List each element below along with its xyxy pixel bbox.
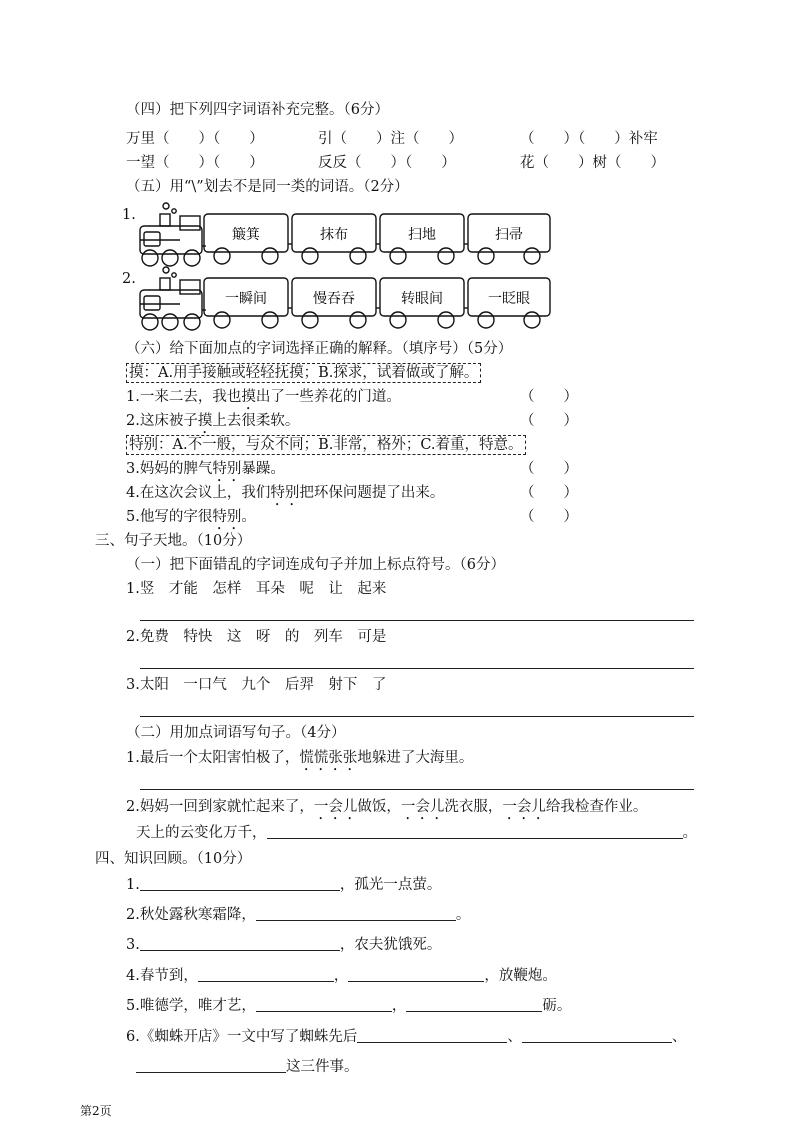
train-1 <box>134 202 554 270</box>
part3-sub1: （一）把下面错乱的字词连成句子并加上标点符号。（6分） <box>126 557 505 573</box>
definition-box-2: 特别：A.不一般，与众不同；B.非常，格外；C.着重，特意。 <box>126 435 526 455</box>
train-2-car-3: 转眼间 <box>401 291 443 307</box>
blank-4a[interactable] <box>198 967 334 982</box>
answer-paren-3[interactable]: （ ） <box>520 461 578 477</box>
blank-6a[interactable] <box>357 1028 507 1043</box>
blank-6c[interactable] <box>136 1058 286 1073</box>
idiom-4: 一望（ ）（ ） <box>126 155 264 171</box>
train-1-number: 1. <box>122 207 136 223</box>
idiom-2: 引（ ）注（ ） <box>318 131 463 147</box>
train-1-car-3: 扫地 <box>408 227 436 243</box>
answer-paren-2[interactable]: （ ） <box>520 413 578 429</box>
recall-2: 2.秋处露秋寒霜降， 。 <box>126 907 471 923</box>
blank-4b[interactable] <box>348 967 484 982</box>
idiom-3: （ ）（ ）补牢 <box>520 131 658 147</box>
train-1-car-4: 扫帚 <box>495 227 523 243</box>
scrambled-1: 1.竖 才能 怎样 耳朵 呢 让 起来 <box>126 581 387 597</box>
part4-title: 四、知识回顾。（10分） <box>95 851 252 867</box>
train-2-car-1: 一瞬间 <box>225 291 267 307</box>
part3-sub2: （二）用加点词语写句子。（4分） <box>126 725 346 741</box>
example-2-line-2: 天上的云变化万千， 。 <box>136 825 697 841</box>
question-2: 2.这床被子摸上去很柔软。 <box>126 413 300 429</box>
blank-2[interactable] <box>256 906 456 921</box>
train-1-car-1: 簸箕 <box>232 227 260 243</box>
locomotive-icon <box>140 267 206 330</box>
train-2 <box>134 266 554 334</box>
recall-1: 1. ，孤光一点萤。 <box>126 877 442 893</box>
recall-3: 3. ，农夫犹饿死。 <box>126 937 442 953</box>
idiom-5: 反反（ ）（ ） <box>318 155 456 171</box>
scrambled-3: 3.太阳 一口气 九个 后羿 射下 了 <box>126 677 387 693</box>
definition-box-1: 摸：A.用手接触或轻轻抚摸；B.探求，试着做或了解。 <box>126 363 481 383</box>
blank-5a[interactable] <box>256 997 392 1012</box>
page-number: 第2页 <box>80 1104 112 1118</box>
answer-blank-e2[interactable] <box>267 824 683 839</box>
sec4-title: （四）把下列四字词语补充完整。（6分） <box>126 102 389 118</box>
sec5-title: （五）用“\”划去不是同一类的词语。（2分） <box>126 179 409 195</box>
answer-line-4[interactable] <box>140 789 694 790</box>
question-5: 5.他写的字很特别。 <box>126 509 256 525</box>
blank-5b[interactable] <box>406 997 542 1012</box>
blank-3[interactable] <box>140 936 340 951</box>
blank-6b[interactable] <box>522 1028 672 1043</box>
train-2-car-4: 一眨眼 <box>488 291 530 307</box>
example-2: 2.妈妈一回到家就忙起来了，一会儿做饭，一会儿洗衣服，一会儿给我检查作业。 <box>126 799 648 815</box>
answer-paren-5[interactable]: （ ） <box>520 509 578 525</box>
recall-5: 5.唯德学，唯才艺， ， 砺。 <box>126 998 572 1014</box>
part3-title: 三、句子天地。（10分） <box>95 533 252 549</box>
question-3: 3.妈妈的脾气特别暴躁。 <box>126 461 285 477</box>
locomotive-icon <box>140 203 206 266</box>
answer-paren-1[interactable]: （ ） <box>520 389 578 405</box>
recall-6: 6.《蜘蛛开店》一文中写了蜘蛛先后 、 、 <box>126 1029 687 1045</box>
question-4: 4.在这次会议上，我们特别把环保问题提了出来。 <box>126 485 445 501</box>
answer-line-3[interactable] <box>140 716 694 717</box>
train-2-number: 2. <box>122 271 136 287</box>
question-1: 1.一来二去，我也摸出了一些养花的门道。 <box>126 389 401 405</box>
blank-1[interactable] <box>140 876 340 891</box>
answer-paren-4[interactable]: （ ） <box>520 485 578 501</box>
sec6-title: （六）给下面加点的字词选择正确的解释。（填序号）（5分） <box>126 341 513 357</box>
train-1-car-2: 抹布 <box>320 227 348 243</box>
idiom-1: 万里（ ）（ ） <box>126 131 264 147</box>
idiom-6: 花（ ）树（ ） <box>520 155 665 171</box>
recall-4: 4.春节到， ， ，放鞭炮。 <box>126 968 557 984</box>
scrambled-2: 2.免费 特快 这 呀 的 列车 可是 <box>126 629 387 645</box>
answer-line-2[interactable] <box>140 668 694 669</box>
recall-6-line-2: 这三件事。 <box>136 1058 359 1076</box>
answer-line-1[interactable] <box>140 620 694 621</box>
train-2-car-2: 慢吞吞 <box>313 291 355 307</box>
example-1: 1.最后一个太阳害怕极了，慌慌张张地躲进了大海里。 <box>126 750 474 766</box>
